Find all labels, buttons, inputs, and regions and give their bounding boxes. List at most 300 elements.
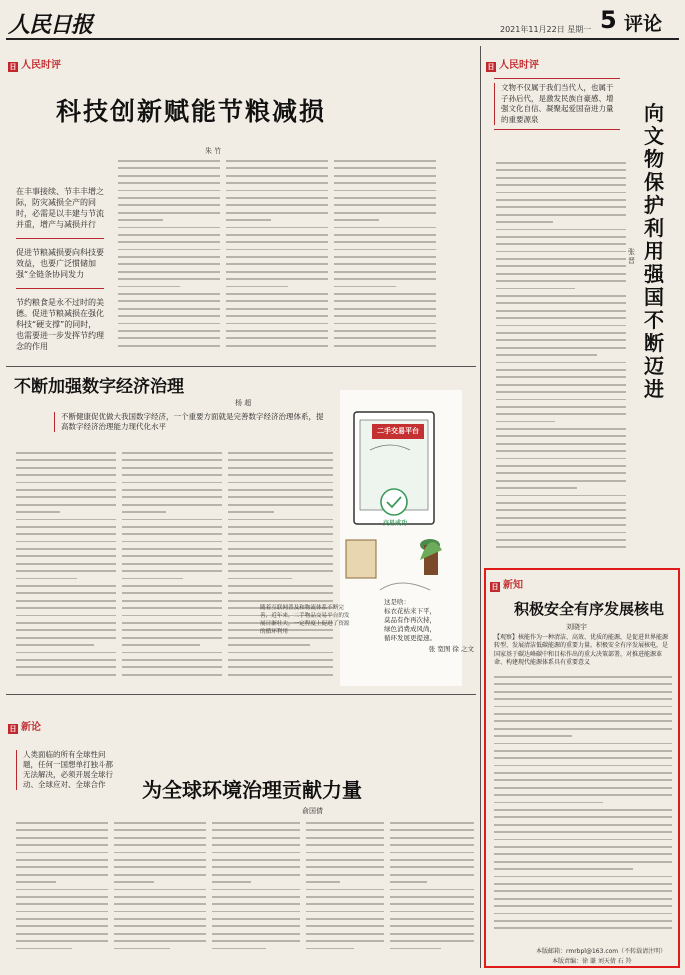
body-text-line: [496, 206, 626, 208]
page-section-name: 评论: [624, 13, 663, 35]
body-text-line: [16, 844, 108, 846]
body-text-line: [494, 802, 603, 804]
body-text-line: [496, 236, 626, 238]
body-text-line: [496, 177, 626, 179]
body-text-line: [228, 467, 333, 469]
article-abstract-nuclear: 【观察】核能作为一种清洁、高效、优质的能源，是促进世界能源转型、发展清洁低碳能源的重要力量。积极安全有序发展核电，是国家基于碳达峰碳中和目标作出的重大决策部署，对推进能源革命、构建现代能源体系具有重要意义: [494, 634, 669, 667]
body-text-line: [494, 890, 672, 892]
body-text-line: [212, 896, 300, 898]
body-text-line: [494, 816, 672, 818]
body-text-line: [228, 666, 333, 668]
body-text-line: [334, 323, 436, 325]
body-text-line: [122, 607, 222, 609]
body-text-line: [496, 162, 626, 164]
article-title-nuclear: 积极安全有序发展核电: [514, 600, 665, 618]
body-text-line: [494, 787, 672, 789]
article-body-environment-col4: [306, 822, 384, 962]
body-text-line: [334, 330, 436, 332]
body-text-line: [334, 204, 436, 206]
body-text-line: [494, 765, 672, 767]
body-text-line: [306, 859, 384, 861]
body-text-line: [118, 308, 220, 310]
body-text-line: [114, 822, 206, 824]
body-text-line: [228, 482, 333, 484]
body-text-line: [16, 622, 116, 624]
body-text-line: [16, 533, 116, 535]
body-text-line: [496, 332, 626, 334]
body-text-line: [118, 345, 220, 347]
body-text-line: [226, 175, 328, 177]
body-text-line: [306, 925, 384, 927]
article-title-environment: 为全球环境治理贡献力量: [142, 778, 362, 802]
body-text-line: [496, 376, 626, 378]
body-text-line: [118, 197, 220, 199]
body-text-line: [494, 683, 672, 685]
body-text-line: [114, 866, 206, 868]
body-text-line: [228, 474, 333, 476]
body-text-line: [118, 219, 163, 221]
body-text-line: [226, 197, 328, 199]
body-text-line: [16, 615, 116, 617]
body-text-line: [16, 578, 77, 580]
body-text-line: [122, 533, 222, 535]
body-text-line: [306, 881, 340, 883]
body-text-line: [212, 903, 300, 905]
body-text-line: [494, 883, 672, 885]
body-text-line: [118, 249, 220, 251]
body-text-line: [122, 592, 222, 594]
body-text-line: [494, 853, 672, 855]
body-text-line: [228, 563, 333, 565]
body-text-line: [496, 214, 626, 216]
body-text-line: [114, 874, 206, 876]
section-divider: [6, 366, 476, 367]
body-text-line: [114, 844, 206, 846]
body-text-line: [122, 600, 222, 602]
body-text-line: [496, 251, 626, 253]
poem-line-5: 循环发展更提速。: [384, 634, 436, 642]
body-text-line: [114, 896, 206, 898]
body-text-line: [390, 859, 474, 861]
body-text-line: [16, 467, 116, 469]
body-text-line: [122, 644, 200, 646]
body-text-line: [118, 315, 220, 317]
body-text-line: [114, 903, 206, 905]
column-label-new-knowledge: 日 新知: [491, 580, 523, 591]
body-text-line: [118, 271, 220, 273]
body-text-line: [494, 772, 672, 774]
body-text-line: [16, 925, 108, 927]
body-text-line: [118, 190, 220, 192]
body-text-line: [496, 229, 626, 231]
body-text-line: [390, 837, 474, 839]
body-text-line: [16, 474, 116, 476]
body-text-line: [494, 757, 672, 759]
body-text-line: [16, 652, 116, 654]
article-pullquotes-grain: [12, 178, 108, 360]
body-text-line: [494, 920, 672, 922]
body-text-line: [496, 487, 577, 489]
body-text-line: [496, 184, 626, 186]
body-text-line: [390, 881, 427, 883]
article-byline-digital: 杨 超: [235, 399, 252, 407]
body-text-line: [16, 592, 116, 594]
poem-line-2: 标衣花枯来下平，: [384, 607, 436, 615]
article-byline-grain: 朱 竹: [205, 147, 222, 155]
pullquote-2: 促进节粮减损要向科技要效益，也要广泛惯储加强“全链条协同发力: [16, 248, 104, 279]
body-text-line: [212, 829, 300, 831]
article-title-digital-economy: 不断加强数字经济治理: [14, 377, 184, 397]
body-text-line: [226, 278, 328, 280]
article-body-nuclear: [494, 676, 672, 942]
body-text-line: [390, 866, 474, 868]
body-text-line: [496, 302, 626, 304]
body-text-line: [226, 345, 328, 347]
article-body-grain-col1: [118, 160, 220, 358]
body-text-line: [122, 496, 222, 498]
body-text-line: [16, 452, 116, 454]
body-text-line: [494, 698, 672, 700]
body-text-line: [496, 413, 626, 415]
body-text-line: [16, 555, 116, 557]
article-body-environment-col5: [390, 822, 474, 962]
body-text-line: [212, 844, 300, 846]
article-body-environment-col1: [16, 822, 108, 962]
body-text-line: [334, 263, 436, 265]
body-text-line: [16, 859, 108, 861]
body-text-line: [122, 519, 222, 521]
body-text-line: [212, 822, 300, 824]
body-text-line: [226, 212, 328, 214]
body-text-line: [496, 369, 626, 371]
body-text-line: [228, 526, 333, 528]
body-text-line: [494, 846, 672, 848]
body-text-line: [122, 629, 222, 631]
pullquote-divider: [16, 238, 104, 239]
article-byline-nuclear: 刘晓宇: [566, 623, 587, 631]
body-text-line: [114, 837, 206, 839]
body-text-line: [226, 271, 328, 273]
body-text-line: [118, 337, 220, 339]
body-text-line: [16, 852, 108, 854]
body-text-line: [226, 256, 328, 258]
body-text-line: [16, 948, 72, 950]
body-text-line: [114, 940, 206, 942]
body-text-line: [16, 519, 116, 521]
body-text-line: [118, 278, 220, 280]
body-text-line: [228, 452, 333, 454]
body-text-line: [122, 526, 222, 528]
body-text-line: [122, 482, 222, 484]
newspaper-logo: 人民日报: [8, 12, 93, 38]
body-text-line: [334, 234, 436, 236]
body-text-line: [496, 325, 626, 327]
poem-author: 张 宽图 徐 之文: [428, 645, 474, 653]
body-text-line: [16, 911, 108, 913]
body-text-line: [496, 509, 626, 511]
pullquote-divider: [16, 288, 104, 289]
footer-email: 本版邮箱：rmrbpl@163.com（不转载请注明）: [536, 948, 667, 955]
body-text-line: [212, 874, 300, 876]
body-text-line: [16, 585, 116, 587]
body-text-line: [16, 866, 108, 868]
body-text-line: [226, 249, 328, 251]
body-text-line: [390, 925, 474, 927]
body-text-line: [212, 933, 300, 935]
cartoon-caption: 随着互联网普及和物流体系不断完善，近年来，二手物品交易平台的发展日渐壮大，一定程度上促进了资源的循环利用: [260, 605, 350, 635]
body-text-line: [122, 541, 222, 543]
body-text-line: [228, 533, 333, 535]
poem-line-3: 莫品有作再次持，: [384, 616, 436, 624]
body-text-line: [226, 182, 328, 184]
body-text-line: [226, 337, 328, 339]
body-text-line: [122, 578, 183, 580]
body-text-line: [16, 629, 116, 631]
body-text-line: [118, 330, 220, 332]
body-text-line: [122, 652, 222, 654]
body-text-line: [334, 256, 436, 258]
body-text-line: [494, 691, 672, 693]
body-text-line: [496, 546, 626, 548]
article-title-heritage: 向文物保护利用强国不断迈进: [644, 101, 664, 401]
body-text-line: [496, 391, 626, 393]
body-text-line: [118, 293, 220, 295]
body-text-line: [334, 227, 436, 229]
body-text-line: [390, 918, 474, 920]
body-text-line: [16, 903, 108, 905]
section-divider: [6, 694, 476, 695]
body-text-line: [496, 339, 626, 341]
body-text-line: [114, 859, 206, 861]
body-text-line: [496, 480, 626, 482]
body-text-line: [496, 243, 626, 245]
body-text-line: [228, 674, 333, 676]
body-text-line: [16, 822, 108, 824]
body-text-line: [496, 169, 626, 171]
body-text-line: [496, 310, 626, 312]
body-text-line: [118, 182, 220, 184]
body-text-line: [496, 295, 626, 297]
body-text-line: [212, 881, 251, 883]
body-text-line: [334, 190, 436, 192]
body-text-line: [306, 933, 384, 935]
body-text-line: [226, 241, 328, 243]
article-body-environment-col2: [114, 822, 206, 962]
article-body-grain-col3: [334, 160, 436, 358]
body-text-line: [390, 940, 474, 942]
body-text-line: [16, 837, 108, 839]
body-text-line: [494, 868, 633, 870]
body-text-line: [496, 399, 626, 401]
body-text-line: [114, 911, 206, 913]
body-text-line: [16, 496, 116, 498]
body-text-line: [16, 829, 108, 831]
body-text-line: [390, 896, 474, 898]
body-text-line: [118, 160, 220, 162]
body-text-line: [114, 852, 206, 854]
body-text-line: [114, 925, 206, 927]
body-text-line: [114, 948, 170, 950]
body-text-line: [334, 315, 436, 317]
body-text-line: [496, 517, 626, 519]
body-text-line: [334, 345, 436, 347]
column-label-people-review: 日 人民时评: [9, 60, 61, 71]
body-text-line: [306, 874, 384, 876]
body-text-line: [494, 706, 672, 708]
body-text-line: [390, 822, 474, 824]
body-text-line: [16, 666, 116, 668]
body-text-line: [16, 459, 116, 461]
body-text-line: [390, 911, 474, 913]
body-text-line: [228, 652, 333, 654]
body-text-line: [16, 570, 116, 572]
body-text-line: [122, 570, 222, 572]
body-text-line: [496, 288, 575, 290]
body-text-line: [226, 219, 271, 221]
body-text-line: [306, 889, 384, 891]
body-text-line: [334, 271, 436, 273]
body-text-line: [334, 212, 436, 214]
body-text-line: [16, 526, 116, 528]
body-text-line: [118, 167, 220, 169]
body-text-line: [122, 511, 166, 513]
body-text-line: [122, 674, 222, 676]
body-text-line: [496, 192, 626, 194]
body-text-line: [334, 308, 436, 310]
column-divider: [480, 46, 481, 968]
body-text-line: [334, 278, 436, 280]
body-text-line: [496, 354, 597, 356]
body-text-line: [16, 504, 116, 506]
body-text-line: [494, 720, 672, 722]
body-text-line: [16, 940, 108, 942]
poem-line-4: 绿色消费成风尚，: [384, 625, 436, 633]
body-text-line: [122, 548, 222, 550]
body-text-line: [496, 265, 626, 267]
body-text-line: [494, 839, 672, 841]
body-text-line: [494, 779, 672, 781]
body-text-line: [212, 948, 266, 950]
body-text-line: [212, 889, 300, 891]
body-text-line: [228, 511, 274, 513]
body-text-line: [16, 918, 108, 920]
body-text-line: [226, 167, 328, 169]
body-text-line: [494, 794, 672, 796]
body-text-line: [226, 234, 328, 236]
body-text-line: [494, 750, 672, 752]
body-text-line: [494, 831, 672, 833]
body-text-line: [494, 927, 672, 929]
body-text-line: [228, 578, 292, 580]
body-text-line: [494, 913, 672, 915]
body-text-line: [494, 713, 672, 715]
body-text-line: [228, 459, 333, 461]
body-text-line: [334, 286, 396, 288]
body-text-line: [228, 637, 333, 639]
body-text-line: [122, 585, 222, 587]
body-text-line: [496, 502, 626, 504]
body-text-line: [496, 435, 626, 437]
article-body-digital-col2: [122, 452, 222, 684]
body-text-line: [494, 728, 672, 730]
body-text-line: [16, 541, 116, 543]
body-text-line: [226, 190, 328, 192]
body-text-line: [16, 659, 116, 661]
body-text-line: [118, 256, 220, 258]
body-text-line: [494, 861, 672, 863]
body-text-line: [212, 925, 300, 927]
body-text-line: [334, 167, 436, 169]
body-text-line: [306, 844, 384, 846]
body-text-line: [390, 903, 474, 905]
body-text-line: [496, 421, 555, 423]
body-text-line: [226, 204, 328, 206]
body-text-line: [114, 889, 206, 891]
body-text-line: [16, 881, 56, 883]
body-text-line: [16, 874, 108, 876]
body-text-line: [496, 221, 553, 223]
body-text-line: [334, 300, 436, 302]
body-text-line: [334, 182, 436, 184]
body-text-line: [496, 406, 626, 408]
body-text-line: [306, 837, 384, 839]
body-text-line: [16, 933, 108, 935]
body-text-line: [118, 175, 220, 177]
body-text-line: [122, 555, 222, 557]
article-body-digital-col3: [228, 452, 333, 684]
body-text-line: [212, 852, 300, 854]
body-text-line: [306, 911, 384, 913]
page-number: 5: [600, 6, 617, 34]
body-text-line: [390, 889, 474, 891]
body-text-line: [122, 615, 222, 617]
body-text-line: [228, 519, 333, 521]
body-text-line: [390, 948, 441, 950]
pullquote-1: 在丰事接续、节丰丰增之际，防灾减损全产的同时，必需是以丰建与节流并重，增产与减损并行: [16, 187, 104, 229]
body-text-line: [226, 293, 328, 295]
body-text-line: [212, 859, 300, 861]
body-text-line: [16, 674, 116, 676]
body-text-line: [118, 234, 220, 236]
body-text-line: [228, 592, 333, 594]
column-label-people-review-right: 日 人民时评: [487, 60, 539, 71]
body-text-line: [118, 204, 220, 206]
body-text-line: [122, 659, 222, 661]
body-text-line: [496, 280, 626, 282]
article-body-grain-col2: [226, 160, 328, 358]
article-deck-environment: 人类面临的所有全球性问题，任何一国想单打独斗都无法解决，必须开展全球行动、全球应对、全球合作: [16, 750, 114, 790]
body-text-line: [306, 896, 384, 898]
body-text-line: [494, 676, 672, 678]
body-text-line: [334, 241, 436, 243]
body-text-line: [494, 735, 572, 737]
body-text-line: [496, 450, 626, 452]
body-text-line: [334, 160, 436, 162]
masthead-rule: [6, 38, 679, 40]
body-text-line: [496, 428, 626, 430]
body-text-line: [226, 160, 328, 162]
body-text-line: [212, 837, 300, 839]
body-text-line: [226, 300, 328, 302]
body-text-line: [212, 866, 300, 868]
body-text-line: [306, 940, 384, 942]
body-text-line: [496, 273, 626, 275]
body-text-line: [122, 622, 222, 624]
body-text-line: [118, 227, 220, 229]
body-text-line: [228, 570, 333, 572]
body-text-line: [16, 896, 108, 898]
body-text-line: [496, 524, 626, 526]
